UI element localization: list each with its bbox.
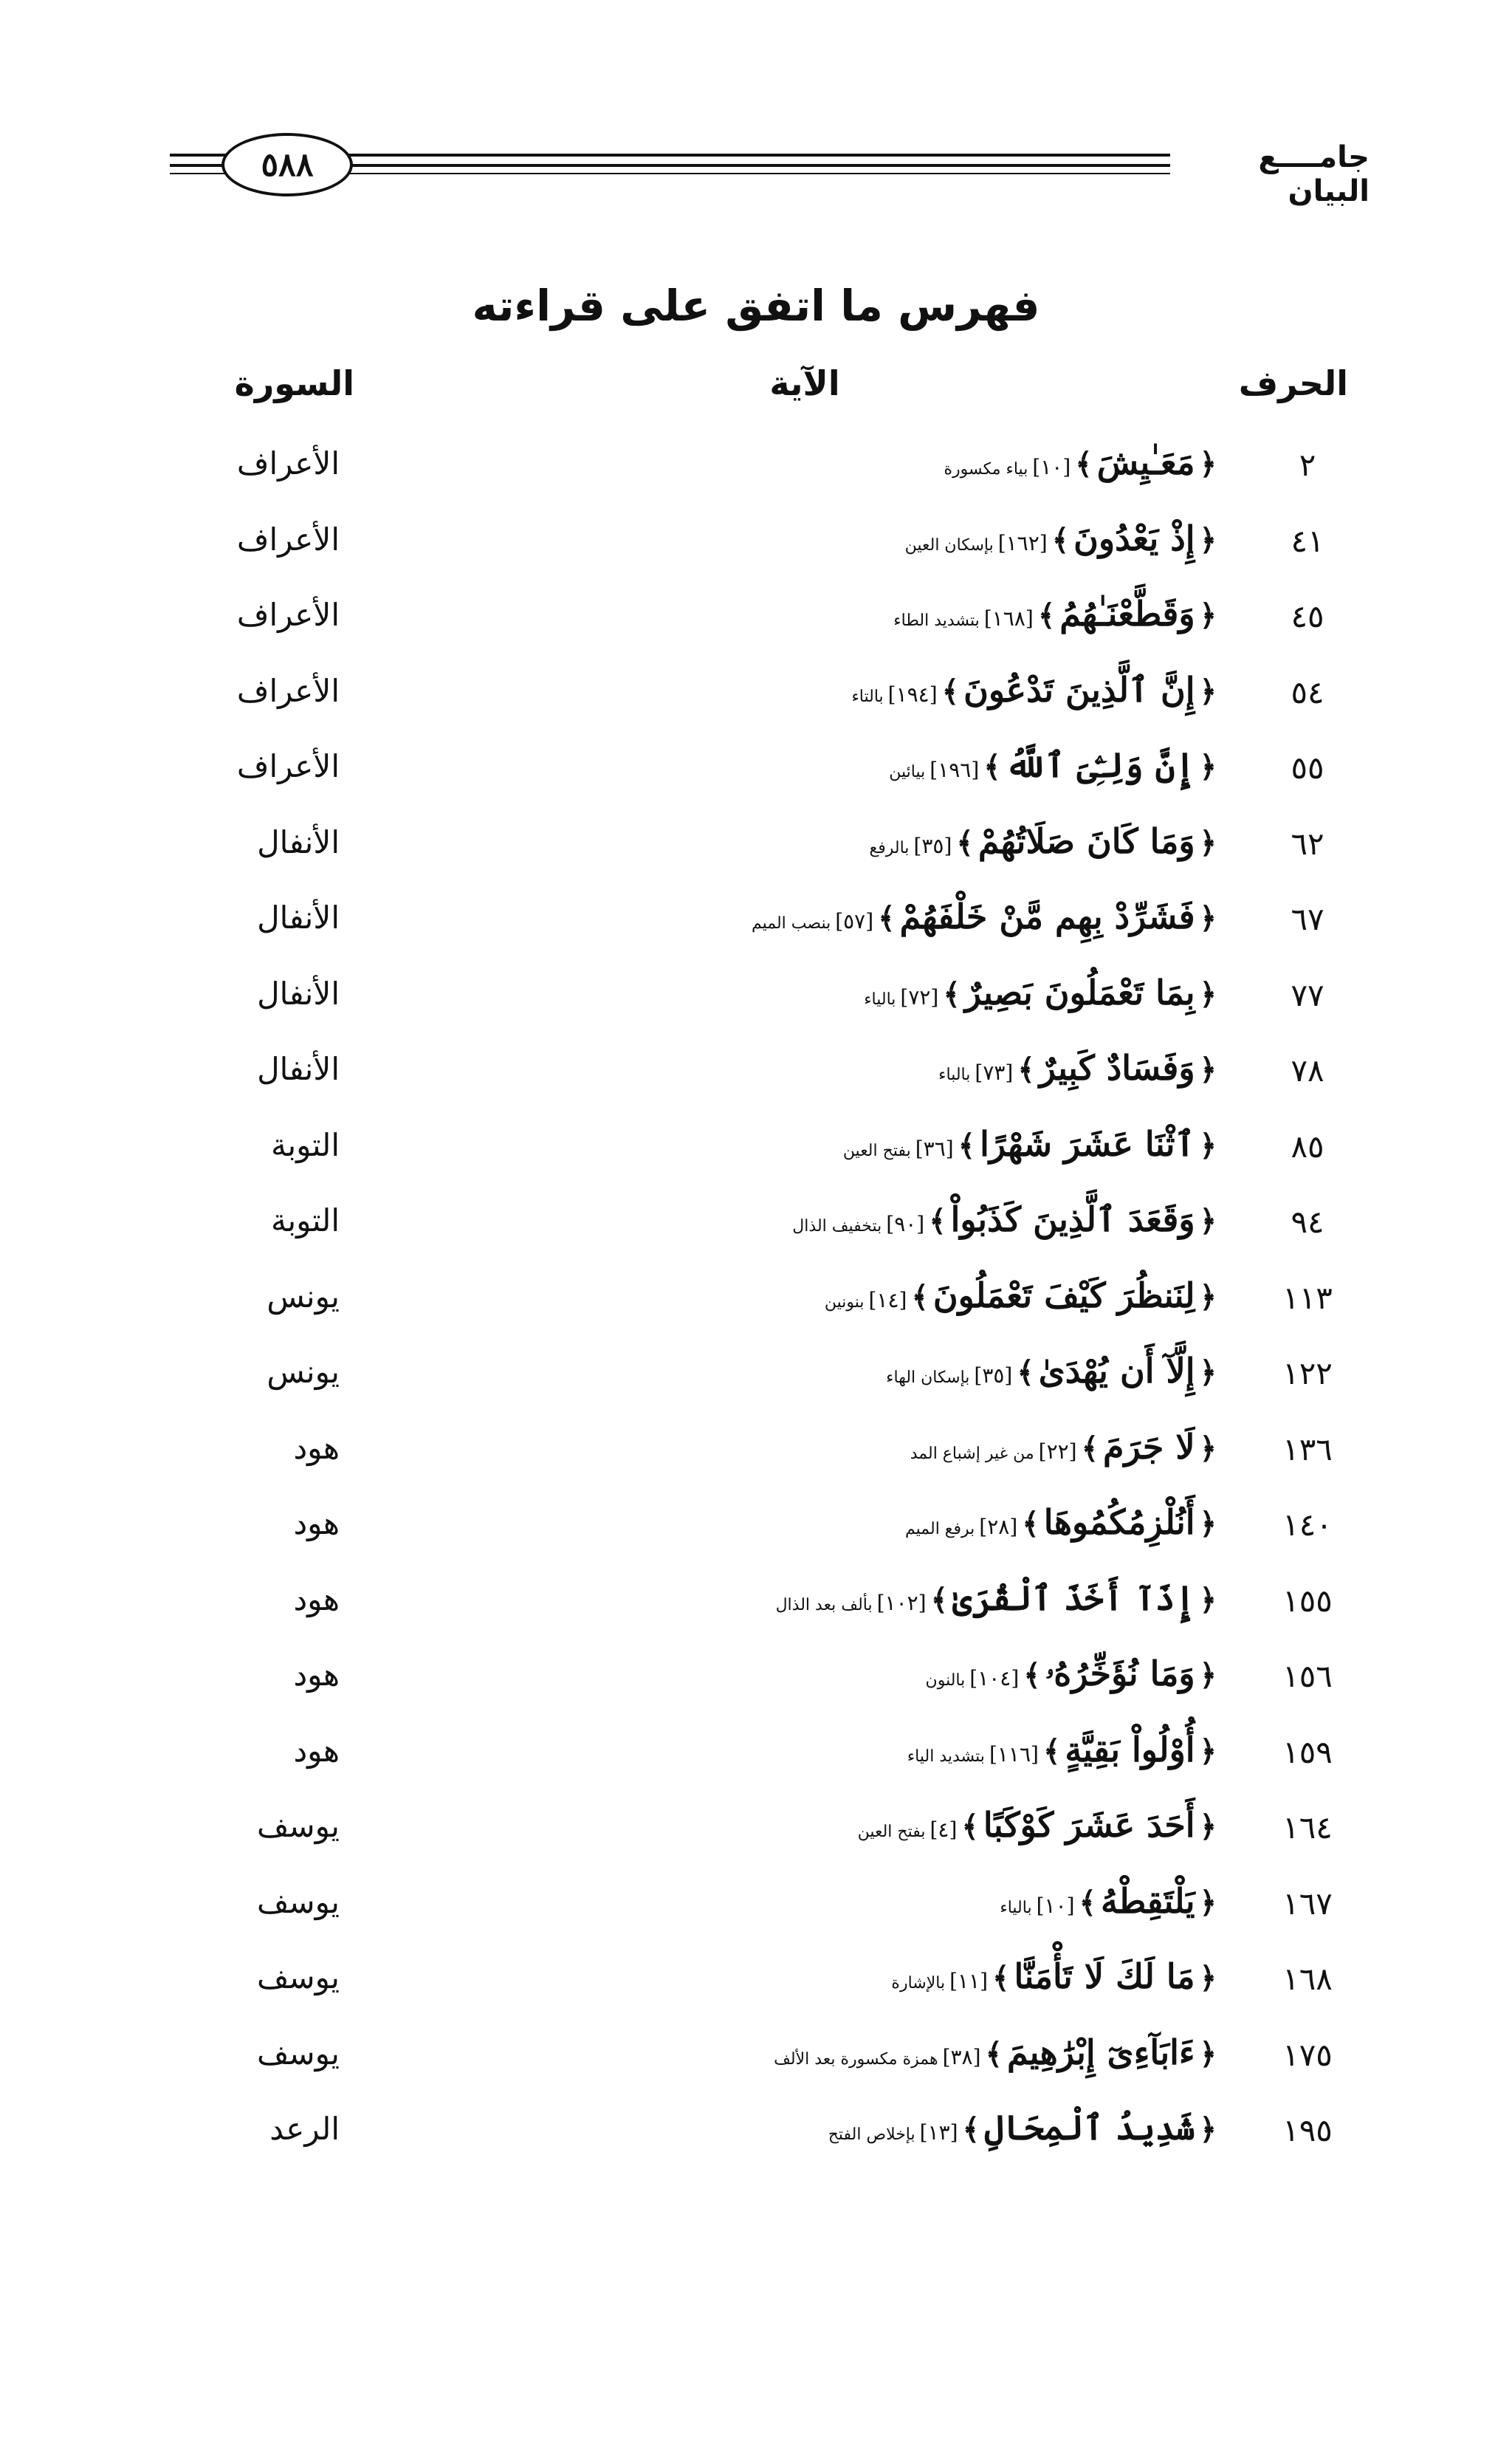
sura-name: التوبة — [270, 1127, 340, 1163]
verse-cell — [776, 1578, 1217, 1618]
table-row — [0, 1272, 1512, 1346]
verse-text: وَقَعَدَ ٱلَّذِينَ كَذَبُواْ — [950, 1199, 1195, 1239]
verse-cell — [864, 973, 1217, 1013]
row-number: ٤١ — [1291, 523, 1324, 559]
sura-name: يوسف — [256, 1959, 340, 1995]
sura-name: الأنفال — [257, 1051, 340, 1087]
table-row — [0, 1196, 1512, 1270]
verse-reference: [٧٣] — [975, 1061, 1014, 1085]
verse-cell — [907, 1730, 1217, 1769]
table-row — [0, 667, 1512, 741]
verse-cell — [1000, 1881, 1217, 1921]
verse-reference: [٣٨] — [942, 2045, 981, 2069]
ornate-brace-open: ﴿ — [1199, 1204, 1217, 1238]
verse-text: وَفَسَادٌ كَبِيرٌ — [1039, 1048, 1195, 1088]
ornate-brace-open: ﴿ — [1199, 1355, 1217, 1390]
row-number: ٧٨ — [1291, 1052, 1324, 1089]
ornate-brace-open: ﴿ — [1199, 901, 1217, 936]
verse-reference: [١٩٤] — [887, 682, 938, 707]
verse-cell — [886, 1351, 1217, 1391]
sura-name: الأعراف — [236, 597, 340, 633]
table-row — [0, 1424, 1512, 1498]
table-row — [0, 515, 1512, 589]
column-header-sura: السورة — [234, 363, 354, 403]
column-header-harf: الحرف — [1238, 363, 1348, 403]
ornate-brace-open: ﴿ — [1199, 1885, 1217, 1920]
verse-reference: [١٠] — [1036, 1894, 1075, 1918]
reading-note: بتخفيف الذال — [792, 1217, 882, 1236]
verse-cell — [870, 821, 1217, 861]
verse-cell — [792, 1199, 1217, 1239]
row-number: ١٩٥ — [1282, 2112, 1333, 2148]
ornate-brace-close: ﴾ — [983, 750, 1001, 784]
verse-reference: [٣٥] — [913, 834, 952, 858]
ornate-brace-open: ﴿ — [1199, 1734, 1217, 1769]
ornate-brace-close: ﴾ — [930, 1583, 949, 1617]
ornate-brace-open: ﴿ — [1199, 826, 1217, 860]
row-number: ١١٣ — [1282, 1280, 1333, 1316]
row-number: ١٦٨ — [1282, 1961, 1333, 1997]
verse-text: إِلَّآ أَن يُهْدَىٰ — [1038, 1351, 1195, 1391]
reading-note: من غير إشباع المد — [910, 1445, 1034, 1463]
table-row — [0, 818, 1512, 892]
ornate-brace-close: ﴾ — [961, 1809, 979, 1844]
verse-cell — [851, 670, 1217, 710]
verse-cell — [828, 2108, 1217, 2148]
verse-cell — [926, 1654, 1217, 1695]
verse-reference: [١٦٨] — [983, 606, 1034, 631]
page-number: ٥٨٨ — [221, 133, 353, 196]
verse-text: ٱثْنَا عَشَرَ شَهْرًا — [980, 1124, 1195, 1164]
verse-reference: [١٩٦] — [929, 758, 980, 782]
row-number: ١٥٥ — [1282, 1583, 1333, 1619]
ornate-brace-open: ﴿ — [1199, 1583, 1217, 1617]
reading-note: بالياء — [1000, 1899, 1032, 1917]
verse-text: مَعَـٰيِشَ — [1096, 442, 1195, 482]
verse-text: مَا لَكَ لَا تَأْمَنَّا — [1014, 1956, 1195, 1996]
verse-cell — [905, 1502, 1217, 1542]
verse-reference: [١٠٤] — [969, 1666, 1020, 1690]
ornate-brace-close: ﴾ — [943, 977, 961, 1012]
row-number: ١٤٠ — [1282, 1507, 1333, 1543]
reading-note: بنصب الميم — [751, 914, 831, 933]
ornate-brace-close: ﴾ — [1017, 1052, 1035, 1087]
ornate-brace-open: ﴿ — [1199, 1658, 1217, 1693]
ornate-brace-open: ﴿ — [1199, 447, 1217, 482]
ornate-brace-open: ﴿ — [1199, 750, 1217, 784]
reading-note: بالإشارة — [891, 1974, 946, 1993]
ornate-brace-open: ﴿ — [1199, 1961, 1217, 1995]
reading-note: بنونين — [824, 1293, 865, 1312]
sura-name: هود — [293, 1733, 340, 1769]
verse-reference: [٧٢] — [900, 985, 939, 1010]
sura-name: الأعراف — [236, 445, 340, 482]
verse-text: لَا جَرَمَ — [1103, 1427, 1195, 1467]
ornate-brace-open: ﴿ — [1199, 1280, 1217, 1315]
column-header-aya: الآية — [769, 363, 840, 403]
row-number: ١٢٢ — [1282, 1355, 1333, 1391]
ornate-brace-close: ﴾ — [929, 1204, 946, 1238]
table-row — [0, 1651, 1512, 1724]
row-number: ٢ — [1299, 447, 1316, 483]
verse-cell — [774, 2032, 1217, 2072]
ornate-brace-close: ﴾ — [1037, 598, 1056, 633]
ornate-brace-close: ﴾ — [992, 1961, 1010, 1995]
verse-text: لِنَنظُرَ كَيْفَ تَعْمَلُونَ — [932, 1275, 1195, 1315]
index-title: فهرس ما اتفق على قراءته — [472, 281, 1040, 331]
reading-note: بفتح العين — [857, 1823, 926, 1841]
ornate-brace-close: ﴾ — [958, 1128, 976, 1163]
ornate-brace-close: ﴾ — [956, 826, 974, 860]
sura-name: الرعد — [269, 2111, 340, 2147]
ornate-brace-close: ﴾ — [985, 2037, 1003, 2072]
verse-cell — [910, 1427, 1217, 1467]
ornate-brace-open: ﴿ — [1199, 1128, 1217, 1163]
ornate-brace-close: ﴾ — [911, 1280, 929, 1315]
verse-text: أَنُلْزِمُكُمُوهَا — [1043, 1502, 1195, 1542]
verse-text: وَمَا كَانَ صَلَاتُهُمْ — [977, 821, 1195, 861]
verse-reference: [١٤] — [868, 1288, 907, 1312]
ornate-brace-close: ﴾ — [1017, 1355, 1034, 1390]
verse-reference: [٤] — [929, 1817, 958, 1842]
ornate-brace-close: ﴾ — [878, 901, 896, 936]
reading-note: بتشديد الطاء — [893, 611, 980, 630]
ornate-brace-open: ﴿ — [1199, 977, 1217, 1012]
reading-note: بألف بعد الذال — [775, 1596, 873, 1614]
verse-reference: [٢٨] — [979, 1515, 1018, 1539]
sura-name: الأعراف — [236, 521, 340, 558]
verse-text: بِمَا تَعْمَلُونَ بَصِيرٌ — [964, 973, 1195, 1013]
row-number: ١٥٦ — [1282, 1658, 1333, 1694]
sura-name: الأنفال — [257, 900, 340, 936]
verse-cell — [905, 518, 1217, 558]
row-number: ١٥٩ — [1282, 1734, 1333, 1770]
reading-note: بإسكان الهاء — [886, 1368, 970, 1387]
ornate-brace-close: ﴾ — [1042, 1734, 1061, 1769]
verse-reference: [١١] — [949, 1969, 989, 1993]
table-row — [0, 970, 1512, 1044]
sura-name: هود — [293, 1430, 340, 1466]
verse-reference: [٩٠] — [886, 1212, 925, 1236]
ornate-brace-open: ﴿ — [1199, 1809, 1217, 1844]
reading-note: بالنون — [925, 1671, 966, 1690]
verse-text: شَدِيدُ ٱلْمِحَالِ — [984, 2108, 1195, 2148]
sura-name: يوسف — [256, 2035, 340, 2072]
ornate-brace-close: ﴾ — [1079, 1885, 1096, 1920]
verse-reference: [١٦٢] — [997, 531, 1048, 555]
sura-name: الأعراف — [236, 748, 340, 784]
verse-reference: [٣٥] — [974, 1363, 1013, 1388]
ornate-brace-open: ﴿ — [1199, 2037, 1217, 2072]
page-header — [170, 133, 1370, 208]
sura-name: هود — [293, 1505, 340, 1541]
table-row — [0, 1499, 1512, 1573]
reading-note: بالرفع — [869, 839, 910, 857]
verse-text: ءَابَآءِىٓ إِبْرَٰهِيمَ — [1006, 2032, 1195, 2072]
ornate-brace-open: ﴿ — [1199, 1431, 1217, 1466]
reading-note: بفتح العين — [842, 1142, 911, 1160]
verse-reference: [١٠٢] — [876, 1591, 927, 1615]
reading-note: بياء مكسورة — [944, 460, 1028, 479]
sura-name: هود — [293, 1656, 340, 1693]
row-number: ٨٥ — [1291, 1128, 1324, 1165]
table-row — [0, 1348, 1512, 1422]
row-number: ٥٤ — [1291, 674, 1324, 710]
verse-text: إِنَّ وَلِـِّۧىَ ٱللَّهُ — [1005, 745, 1195, 785]
verse-cell — [858, 1805, 1217, 1845]
verse-text: إِذَآ أَخَذَ ٱلْقُرَىٰ — [952, 1578, 1195, 1618]
verse-cell — [938, 1048, 1217, 1088]
table-row — [0, 1878, 1512, 1952]
reading-note: همزة مكسورة بعد الألف — [774, 2050, 938, 2069]
ornate-brace-open: ﴿ — [1199, 598, 1217, 633]
verse-cell — [891, 1956, 1217, 1996]
table-row — [0, 1802, 1512, 1876]
reading-note: برفع الميم — [905, 1520, 975, 1538]
verse-reference: [٥٧] — [835, 909, 874, 933]
sura-name: يونس — [267, 1354, 340, 1390]
verse-text: فَشَرِّدْ بِهِم مَّنْ خَلْفَهُمْ — [899, 897, 1195, 936]
table-row — [0, 591, 1512, 665]
sura-name: الأعراف — [236, 673, 340, 709]
sura-name: الأنفال — [257, 976, 340, 1012]
table-row — [0, 439, 1512, 513]
ornate-brace-close: ﴾ — [1022, 1507, 1040, 1541]
verse-cell — [944, 442, 1217, 482]
row-number: ١٦٧ — [1282, 1885, 1333, 1922]
sura-name: هود — [293, 1581, 340, 1617]
verse-cell — [893, 594, 1217, 634]
reading-note: بتشديد الياء — [907, 1747, 985, 1766]
table-row — [0, 1727, 1512, 1801]
sura-name: يونس — [267, 1278, 340, 1315]
sura-name: الأنفال — [257, 824, 340, 860]
ornate-brace-close: ﴾ — [1051, 523, 1070, 558]
verse-text: وَقَطَّعْنَـٰهُمُ — [1059, 594, 1195, 634]
table-row — [0, 1575, 1512, 1649]
ornate-brace-open: ﴿ — [1199, 1052, 1217, 1087]
reading-note: بالياء — [864, 990, 896, 1009]
ornate-brace-close: ﴾ — [1081, 1431, 1099, 1466]
verse-reference: [٢٢] — [1038, 1439, 1077, 1464]
row-number: ١٧٥ — [1282, 2037, 1333, 2073]
ornate-brace-close: ﴾ — [962, 2112, 980, 2147]
row-number: ١٣٦ — [1282, 1431, 1333, 1467]
table-row — [0, 1045, 1512, 1119]
row-number: ٦٧ — [1291, 901, 1324, 937]
row-number: ٩٤ — [1291, 1204, 1324, 1240]
verse-reference: [١١٦] — [989, 1742, 1039, 1767]
verse-cell — [843, 1124, 1217, 1164]
reading-note: بإسكان العين — [904, 536, 994, 555]
ornate-brace-close: ﴾ — [941, 674, 960, 709]
table-row — [0, 2029, 1512, 2103]
row-number: ٦٢ — [1291, 826, 1324, 862]
verse-cell — [889, 745, 1217, 787]
reading-note: بالباء — [938, 1066, 971, 1084]
table-row — [0, 1953, 1512, 2027]
reading-note: بالتاء — [851, 688, 884, 706]
table-row — [0, 894, 1512, 967]
verse-cell — [825, 1275, 1217, 1315]
row-number: ١٦٤ — [1282, 1809, 1333, 1846]
table-row — [0, 2105, 1512, 2179]
sura-name: يوسف — [256, 1884, 340, 1920]
sura-name: التوبة — [270, 1202, 340, 1238]
ornate-brace-open: ﴿ — [1199, 674, 1217, 709]
verse-text: أُوْلُواْ بَقِيَّةٍ — [1065, 1730, 1195, 1769]
ornate-brace-close: ﴾ — [1075, 447, 1093, 482]
verse-text: إِنَّ ٱلَّذِينَ تَدْعُونَ — [963, 670, 1195, 710]
verse-reference: [٣٦] — [915, 1137, 954, 1161]
sura-name: يوسف — [256, 1808, 340, 1844]
verse-text: يَلْتَقِطْهُ — [1100, 1881, 1195, 1921]
ornate-brace-close: ﴾ — [1023, 1658, 1041, 1693]
verse-reference: [١٣] — [919, 2120, 958, 2145]
row-number: ٧٧ — [1291, 977, 1324, 1013]
verse-text: إِذْ يَعْدُونَ — [1073, 518, 1195, 558]
reading-note: بإخلاص الفتح — [828, 2125, 915, 2144]
row-number: ٤٥ — [1291, 598, 1324, 634]
reading-note: بيائين — [889, 763, 926, 781]
table-row — [0, 1121, 1512, 1195]
table-row — [0, 742, 1512, 816]
verse-text: وَمَا نُؤَخِّرُهُۥ — [1045, 1654, 1195, 1693]
ornate-brace-open: ﴿ — [1199, 1507, 1217, 1541]
verse-cell — [752, 897, 1217, 936]
book-title: جامــــع البيان — [1258, 140, 1370, 208]
verse-reference: [١٠] — [1032, 455, 1071, 479]
ornate-brace-open: ﴿ — [1199, 523, 1217, 558]
ornate-brace-open: ﴿ — [1199, 2112, 1217, 2147]
verse-text: أَحَدَ عَشَرَ كَوْكَبًا — [983, 1805, 1195, 1845]
row-number: ٥٥ — [1291, 750, 1324, 786]
